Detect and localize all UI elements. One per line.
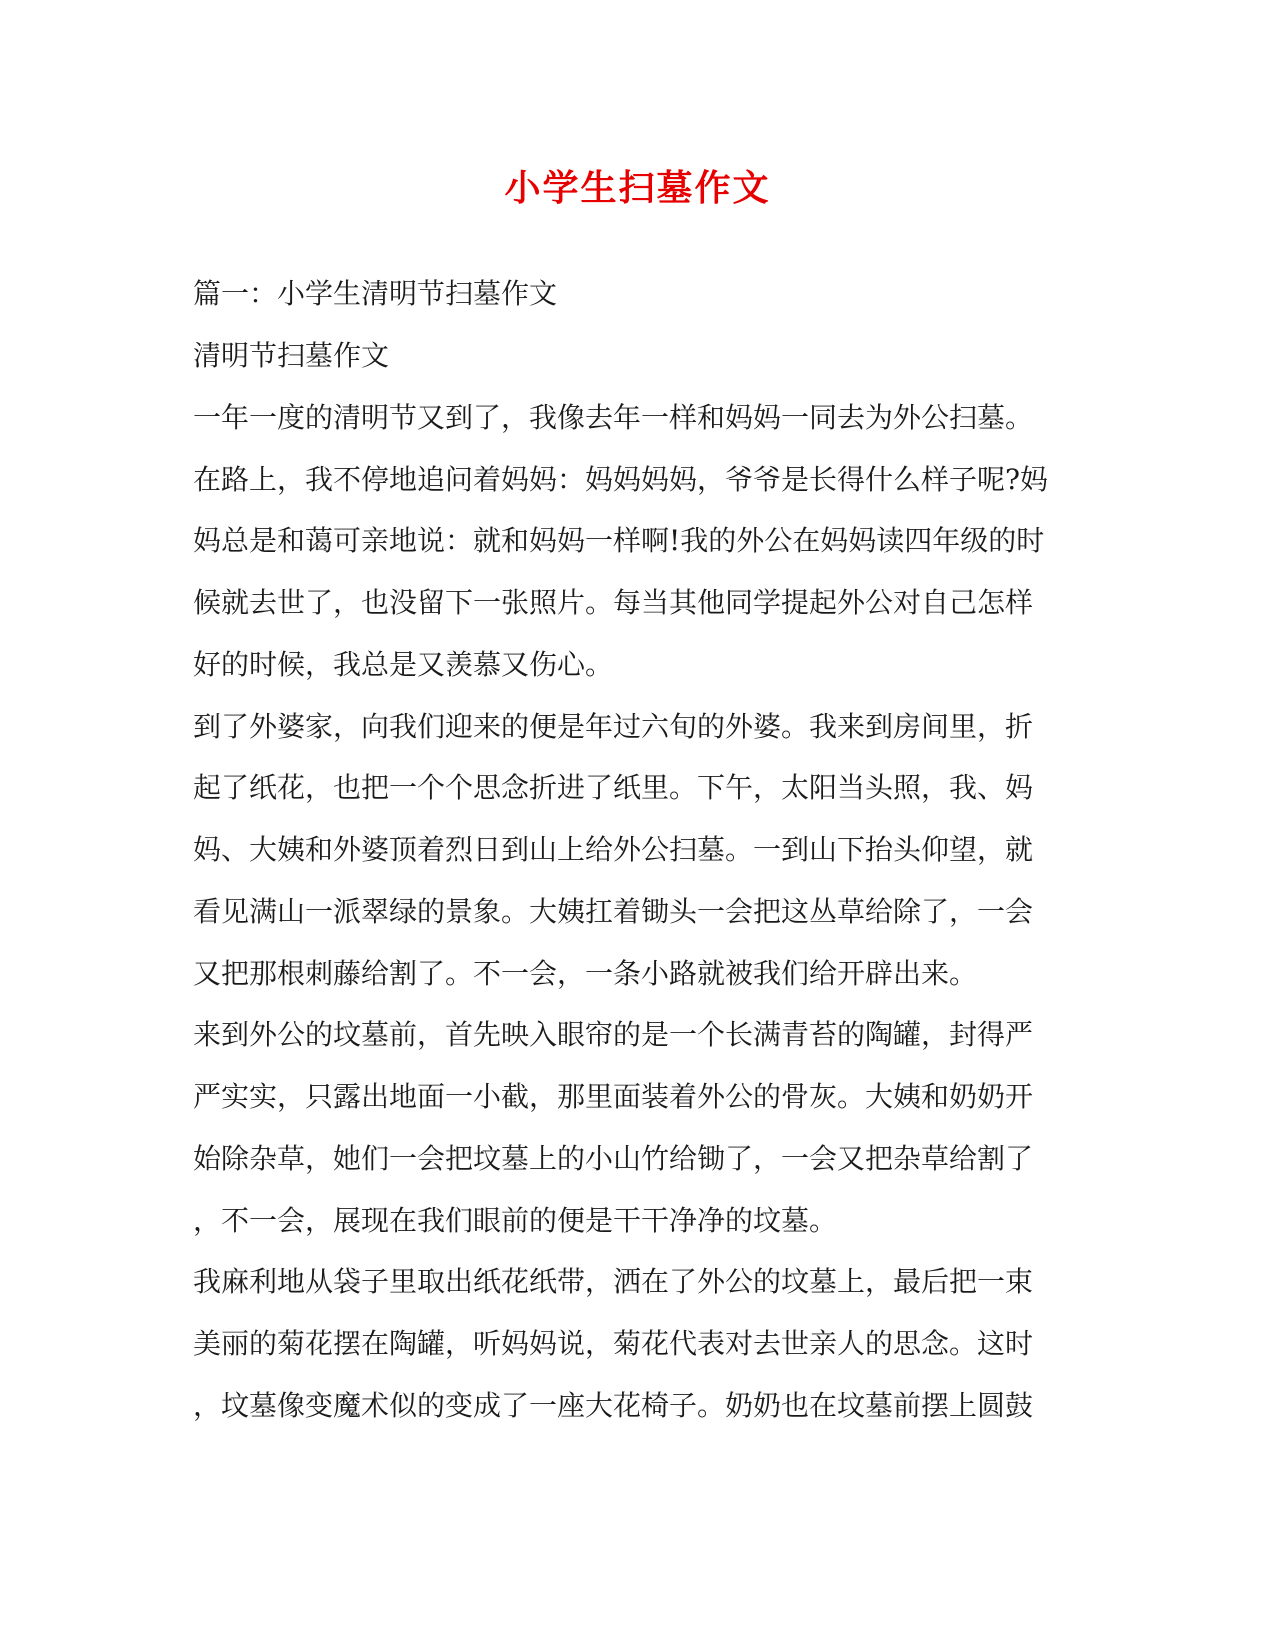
section-heading: 篇一：小学生清明节扫墓作文 bbox=[193, 277, 558, 310]
text-line: 妈总是和蔼可亲地说：就和妈妈一样啊!我的外公在妈妈读四年级的时 bbox=[193, 524, 1045, 557]
text-line: ，坟墓像变魔术似的变成了一座大花椅子。奶奶也在坟墓前摆上圆鼓 bbox=[193, 1389, 1034, 1422]
text-line: 起了纸花，也把一个个思念折进了纸里。下午，太阳当头照，我、妈 bbox=[193, 771, 1034, 804]
text-line: 我麻利地从袋子里取出纸花纸带，洒在了外公的坟墓上，最后把一束 bbox=[193, 1265, 1034, 1298]
text-line: 始除杂草，她们一会把坟墓上的小山竹给锄了，一会又把杂草给割了 bbox=[193, 1142, 1034, 1175]
text-line: 好的时候，我总是又羡慕又伤心。 bbox=[193, 648, 614, 681]
text-line: 严实实，只露出地面一小截，那里面装着外公的骨灰。大姨和奶奶开 bbox=[193, 1080, 1034, 1113]
text-line: 看见满山一派翠绿的景象。大姨扛着锄头一会把这丛草给除了，一会 bbox=[193, 895, 1034, 928]
text-line: ，不一会，展现在我们眼前的便是干干净净的坟墓。 bbox=[193, 1204, 838, 1237]
text-line: 候就去世了，也没留下一张照片。每当其他同学提起外公对自己怎样 bbox=[193, 586, 1034, 619]
essay-title: 清明节扫墓作文 bbox=[193, 339, 390, 372]
text-line: 到了外婆家，向我们迎来的便是年过六旬的外婆。我来到房间里，折 bbox=[193, 710, 1034, 743]
text-line: 来到外公的坟墓前，首先映入眼帘的是一个长满青苔的陶罐，封得严 bbox=[193, 1018, 1034, 1051]
text-line: 在路上，我不停地追问着妈妈：妈妈妈妈，爷爷是长得什么样子呢?妈 bbox=[193, 463, 1049, 496]
text-line: 妈、大姨和外婆顶着烈日到山上给外公扫墓。一到山下抬头仰望，就 bbox=[193, 833, 1034, 866]
text-line: 又把那根刺藤给割了。不一会，一条小路就被我们给开辟出来。 bbox=[193, 957, 978, 990]
text-line: 一年一度的清明节又到了，我像去年一样和妈妈一同去为外公扫墓。 bbox=[193, 401, 1034, 434]
text-line: 美丽的菊花摆在陶罐，听妈妈说，菊花代表对去世亲人的思念。这时 bbox=[193, 1327, 1034, 1360]
document-title: 小学生扫墓作文 bbox=[504, 167, 771, 209]
